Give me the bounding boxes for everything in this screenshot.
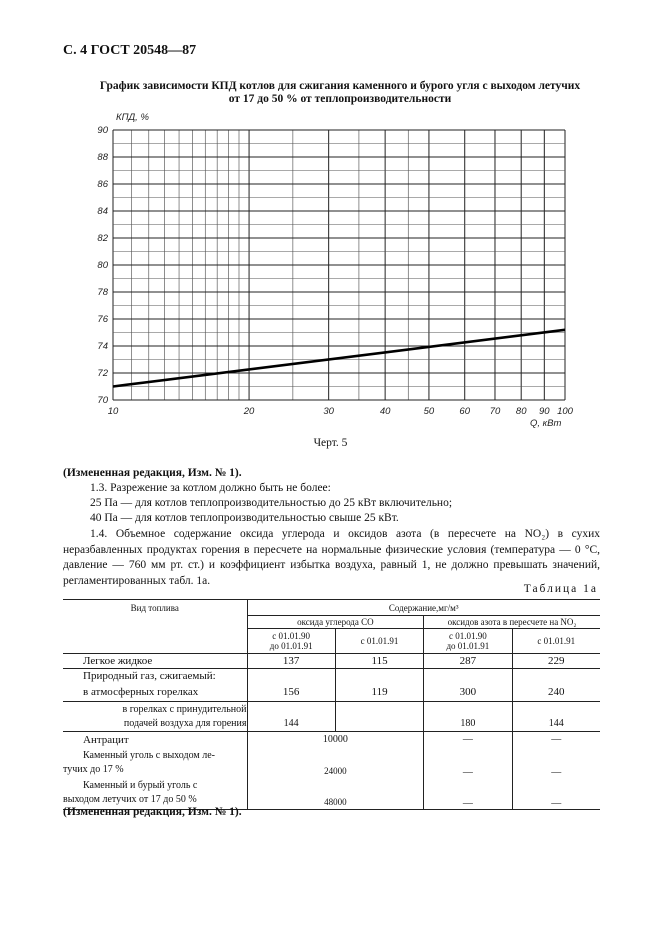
chart-series	[113, 330, 565, 387]
col-header-content: Содержание,мг/м³	[247, 600, 600, 616]
row-fuel-name: Легкое жидкое	[83, 655, 153, 667]
y-tick-label: 80	[97, 260, 108, 271]
cell-value: 156	[247, 684, 335, 702]
cell-value: 10000	[247, 732, 424, 748]
row-fuel-name	[63, 748, 247, 778]
table-row	[63, 702, 600, 732]
row-line: Каменный уголь с выходом ле-	[83, 749, 215, 761]
row-fuel-name: Антрацит	[83, 733, 129, 746]
cell-value: 300	[424, 684, 512, 702]
sub-to: до 01.01.91	[446, 641, 490, 651]
x-tick-label: 90	[539, 406, 550, 417]
row-line: в горелках с принудительной	[122, 703, 247, 715]
col-sub-co-1991: с 01.01.91	[335, 629, 423, 654]
col-header-fuel: Вид топлива	[130, 603, 179, 613]
cell-value: 229	[512, 654, 600, 669]
table-row	[63, 748, 600, 778]
y-tick-label: 76	[97, 314, 108, 325]
sub-to: до 01.01.91	[269, 641, 313, 651]
col-sub-co-1990	[247, 629, 335, 654]
row-line: выходом летучих от 17 до 50 %	[63, 794, 197, 806]
cell-value: —	[512, 778, 600, 810]
col-sub-nox-1991: с 01.01.91	[512, 629, 600, 654]
y-tick-label: 72	[97, 368, 108, 379]
y-tick-label: 74	[97, 341, 108, 352]
paragraph-1-3: 1.3. Разрежение за котлом должно быть не более:	[90, 482, 331, 494]
sub-from: с 01.01.90	[272, 631, 311, 641]
cell-value: —	[512, 732, 600, 748]
y-tick-label: 82	[97, 233, 108, 244]
table-label: Таблица 1а	[523, 583, 598, 595]
chart-ylabel: КПД, %	[116, 112, 149, 123]
cell-value: —	[424, 748, 512, 778]
table-row	[63, 732, 600, 748]
y-tick-label: 90	[97, 125, 108, 136]
y-tick-label: 86	[97, 179, 108, 190]
table-row	[63, 654, 600, 669]
paragraph-25pa: 25 Па — для котлов теплопроизводительностью до 25 кВт включительно;	[90, 497, 453, 509]
x-tick-label: 50	[423, 406, 435, 417]
y-tick-label: 78	[97, 287, 108, 298]
cell-value: 240	[512, 684, 600, 702]
paragraph-1-4: 1.4. Объемное содержание оксида углерода и оксидов азота (в пересчете на NO₂) в сухих неразбавленных продуктах горения в пересчете на нормальные физические условия (температура — 0 °С, давление — 760 мм рт. ст.) и коэффициент избытка воздуха, равный 1, не должно превышать значений, регламентированных табл. 1а.	[63, 528, 600, 587]
cell-value: —	[424, 778, 512, 810]
cell-value: 144	[247, 702, 335, 732]
x-tick-label: 80	[515, 406, 527, 417]
y-tick-label: 88	[97, 152, 108, 163]
x-tick-label: 20	[243, 406, 255, 417]
col-header-nox: оксидов азота в пересчете на NO₂	[424, 616, 600, 629]
x-tick-label: 40	[379, 406, 391, 417]
cell-value: 137	[247, 654, 335, 669]
cell-value: —	[424, 732, 512, 748]
chart-title-line2: от 17 до 50 % от теплопроизводительности	[228, 93, 452, 105]
row-fuel-name: Природный газ, сжигаемый:	[83, 670, 216, 683]
x-tick-label: 60	[459, 406, 471, 417]
cell-value: 24000	[247, 748, 424, 778]
row-line: подачей воздуха для горения	[123, 717, 247, 729]
series-line	[113, 330, 565, 387]
x-tick-label: 70	[489, 406, 501, 417]
x-tick-label: 100	[557, 406, 573, 417]
emissions-table	[63, 599, 600, 810]
cell-value: 287	[424, 654, 512, 669]
row-fuel-name: в атмосферных горелках	[83, 686, 199, 699]
cell-value: 115	[335, 654, 423, 669]
chart-xlabel: Q, кВт	[530, 418, 562, 429]
y-tick-label: 84	[97, 206, 108, 217]
efficiency-chart	[0, 0, 661, 436]
page-header: С. 4 ГОСТ 20548—87	[63, 43, 197, 58]
paragraph-40pa: 40 Па — для котлов теплопроизводительностью свыше 25 кВт.	[90, 512, 399, 524]
chart-y-tick-labels	[97, 125, 108, 406]
x-tick-label: 30	[323, 406, 334, 417]
row-fuel-name	[63, 702, 247, 732]
figure-caption: Черт. 5	[313, 437, 348, 449]
amendment-note: (Измененная редакция, Изм. № 1).	[63, 467, 242, 479]
chart-x-tick-labels	[108, 406, 574, 417]
cell-value: 144	[512, 702, 600, 732]
col-header-co: оксида углерода СО	[247, 616, 424, 629]
x-tick-label: 10	[107, 406, 119, 417]
col-sub-nox-1990	[424, 629, 512, 654]
row-line: Каменный и бурый уголь с	[83, 780, 198, 792]
table-row	[63, 684, 600, 702]
cell-value: 119	[371, 686, 388, 698]
table-row	[63, 669, 600, 684]
chart-grid-horizontal	[113, 130, 565, 400]
chart-title-line1: График зависимости КПД котлов для сжигания каменного и бурого угля с выходом летучих	[99, 80, 581, 92]
cell-value: 180	[424, 702, 512, 732]
sub-from: с 01.01.90	[449, 631, 487, 641]
amendment-note-2: (Измененная редакция, Изм. № 1).	[63, 806, 242, 818]
cell-value: 48000	[247, 778, 424, 810]
y-tick-label: 70	[97, 395, 108, 406]
row-line: тучих до 17 %	[63, 763, 124, 775]
cell-value: —	[512, 748, 600, 778]
